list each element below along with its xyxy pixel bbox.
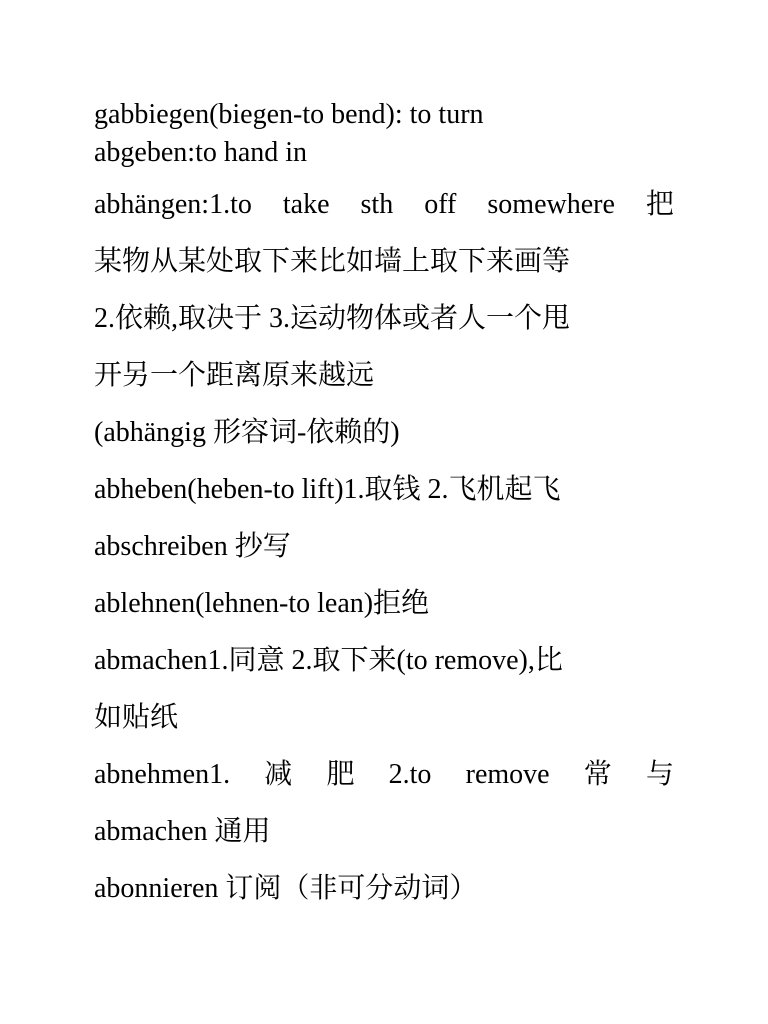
word: off [424, 189, 457, 220]
entry-line-6: 开另一个距离原来越远 [94, 360, 375, 391]
word: remove [465, 759, 550, 790]
entry-line-12: 如贴纸 [94, 702, 179, 733]
entry-line-15: abonnieren 订阅（非可分动词） [94, 873, 478, 904]
word: 2.to [388, 759, 432, 790]
entry-line-14: abmachen 通用 [94, 816, 271, 847]
entry-line-1: gabbiegen(biegen-to bend): to turn [94, 99, 484, 130]
entry-line-13 [94, 746, 674, 803]
word: sth [360, 189, 394, 220]
entry-line-5: 2.依赖,取决于 3.运动物体或者人一个甩 [94, 303, 571, 334]
document-page [94, 96, 674, 917]
entry-line-9: abschreiben 抄写 [94, 531, 291, 562]
word: take [282, 189, 330, 220]
word: 与 [645, 759, 674, 790]
word: abhängen:1.to [94, 189, 252, 220]
entry-line-4: 某物从某处取下来比如墙上取下来画等 [94, 246, 571, 277]
entry-line-10: ablehnen(lehnen-to lean)拒绝 [94, 588, 430, 619]
word: 减 [264, 759, 293, 790]
entry-line-2: abgeben:to hand in [94, 137, 308, 168]
entry-line-3 [94, 176, 674, 233]
word: abnehmen1. [94, 759, 231, 790]
word: 常 [583, 759, 612, 790]
word: 把 [645, 189, 674, 220]
word: somewhere [487, 189, 615, 220]
entry-line-11: abmachen1.同意 2.取下来(to remove),比 [94, 645, 563, 676]
entry-line-7: (abhängig 形容词-依赖的) [94, 417, 400, 448]
word: 肥 [326, 759, 355, 790]
entry-line-8: abheben(heben-to lift)1.取钱 2.飞机起飞 [94, 474, 561, 505]
